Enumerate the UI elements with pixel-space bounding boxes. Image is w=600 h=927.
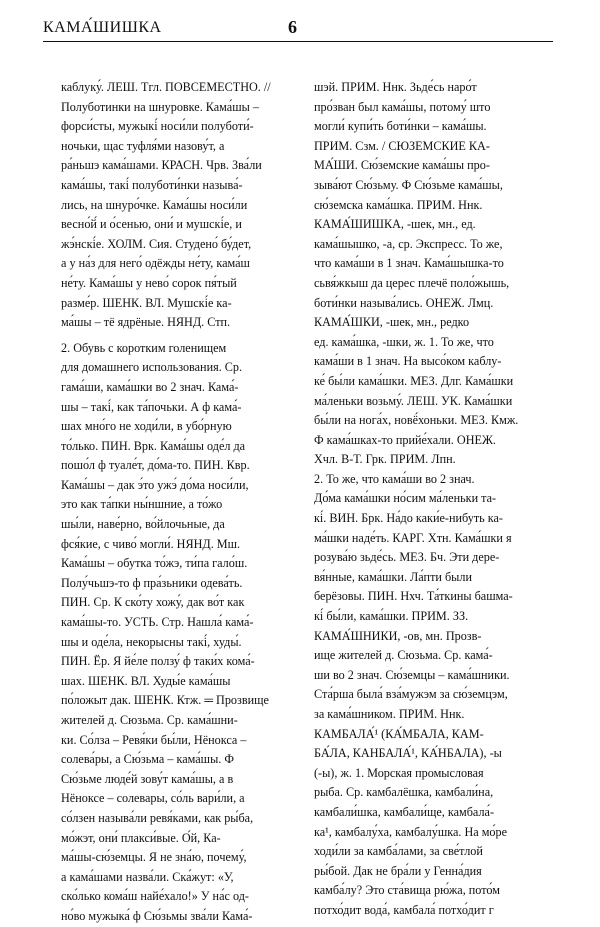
- text-line: Нёноксе – солевары, со́ль вари́ли, а: [61, 791, 245, 806]
- text-line: потхо́дит вода́, камбала́ потхо́дит г: [314, 902, 494, 917]
- text-line: солева́ры, а Сю́зьма – кама́шы. Ф: [61, 752, 234, 767]
- text-line: гама́ши, кама́шки во 2 знач. Кама́-: [61, 379, 239, 394]
- text-line: КАМБАЛА́¹ (КА́МБАЛА, КАМ-: [314, 726, 484, 741]
- text-line: а у на́з для него́ одёжды не́ту, кама́ш: [61, 256, 250, 271]
- text-line: со́лзен называ́ли ревя́ками, как ры́ба,: [61, 810, 254, 825]
- text-line: До́ма кама́шки но́сим ма́леньки та-: [314, 491, 497, 506]
- text-line: сю́земска кама́шка. ПРИМ. Ннк.: [314, 197, 483, 212]
- text-line: кама́шы-то. УСТЬ. Стр. Нашла́ кама́-: [61, 615, 254, 630]
- running-head-word: КАМА́ШИШКА: [43, 19, 162, 36]
- text-line: шы и оде́ла, некорысны такі́, худы́.: [61, 634, 242, 649]
- text-line: ра́ньшэ кама́шами. КРАСН. Чрв. Зва́ли: [61, 158, 262, 173]
- text-line: Ста́рша была́ вза́мужэм за сю́земцэм,: [314, 687, 508, 702]
- text-line: по́ложыт дак. ШЕНК. Ктж. ═ Прозвище: [61, 693, 269, 708]
- text-line: но́во мужыка́ ф Сю́зьмы зва́ли Кама́-: [61, 908, 253, 923]
- text-line: шы́ли, наве́рно, во́йлочьные, да: [61, 517, 225, 532]
- text-line: сьвя́жкыш да церес плечё поло́жышь,: [314, 275, 510, 290]
- text-line: ма́шки наде́ть. КАРГ. Хтн. Кама́шки я: [314, 530, 512, 545]
- text-line: жителей д. Сюзьма. Ср. кама́шни-: [61, 713, 238, 727]
- text-line: про́зван был кама́шы, потому́ што: [314, 99, 491, 114]
- text-line: КАМА́ШНИКИ, -ов, мн. Прозв-: [314, 628, 482, 643]
- text-line: 2. То же, что кама́ши во 2 знач.: [314, 471, 475, 486]
- text-line: (-ы), ж. 1. Морская промысловая: [314, 765, 484, 780]
- text-line: кама́шышко, -а, ср. Экспресс. То же,: [314, 236, 503, 251]
- text-line: ма́шы-сю́земцы. Я не зна́ю, почему́,: [61, 850, 247, 865]
- text-line: разме́р. ШЕНК. ВЛ. Мушскі́е ка-: [61, 295, 232, 310]
- text-line: ма́леньки возьму́. ЛЕШ. УК. Кама́шки: [314, 393, 513, 408]
- text-line: камбали́шка, камбали́ще, камбала́-: [314, 804, 494, 819]
- text-line: это как та́пки ны́ншние, а то́жо: [61, 497, 223, 512]
- text-line: что кама́ши в 1 знач. Кама́шышка-то: [314, 256, 504, 271]
- text-line: ры́бой. Дак не бра́ли у Генна́дия: [314, 863, 482, 878]
- text-line: форси́сты, мужыкі́ носи́ли полуботи́-: [61, 119, 254, 134]
- text-line: Кама́шы – дак э́то ужэ́ до́ма носи́ли,: [61, 477, 249, 492]
- text-line: ско́лько кома́ш найе́хало!» У на́с од-: [61, 889, 249, 904]
- text-line: камба́лу? Это ста́вища рю́жа, пото́м: [314, 883, 500, 898]
- text-line: ПРИМ. Сзм. / СЮЗЕМСКИЕ КА-: [314, 138, 490, 153]
- text-line: Хчл. В-Т. Грк. ПРИМ. Лпн.: [314, 452, 456, 467]
- header-rule: [43, 41, 553, 42]
- text-line: 2. Обувь с коротким голенищем: [61, 340, 227, 355]
- text-line: Кама́шы – обутка то́жэ, ти́па гало́ш.: [61, 556, 248, 571]
- text-line: розува́ю зьде́сь. МЕЗ. Бч. Эти дере-: [314, 550, 500, 565]
- text-line: кі́ бы́ли, кама́шки. ПРИМ. ЗЗ.: [314, 609, 469, 624]
- text-line: ПИН. Ср. К ско́ту хожу́, дак во́т как: [61, 595, 245, 610]
- text-line: ище жителей д. Сюзьма. Ср. кама́-: [314, 648, 493, 663]
- text-line: лись, на шнуро́чке. Кама́шы носи́ли: [61, 197, 248, 212]
- text-line: боти́нки называ́лись. ОНЕЖ. Лмц.: [314, 295, 494, 310]
- text-line: ед. кама́шка, -шки, ж. 1. То же, что: [314, 334, 494, 349]
- text-line: мо́жэт, они́ плакси́вые. О́й, Ка-: [61, 830, 221, 845]
- text-line: КАМА́ШКИ, -шек, мн., редко: [314, 315, 470, 330]
- text-line: каблуку́. ЛЕШ. Тгл. ПОВСЕМЕСТНО. //: [61, 80, 271, 94]
- text-line: зыва́ют Сю́зьму. Ф Сю́зьме кама́шы,: [314, 177, 503, 192]
- page-number: 6: [288, 17, 297, 37]
- text-line: могли́ купи́ть боти́нки – кама́шы.: [314, 119, 487, 134]
- text-line: Полуботинки на шнуровке. Кама́шы –: [61, 99, 259, 114]
- text-line: кі́. ВИН. Брк. На́до каки́е-нибуть ка-: [314, 511, 503, 526]
- text-line: ночьки, щас туфля́ми назову́т, а: [61, 138, 225, 153]
- text-line: ходи́ли за камба́лами, за све́тлой: [314, 844, 483, 859]
- text-line: шах мно́го не ходи́ли, в убо́рную: [61, 419, 232, 434]
- left-column: [61, 78, 297, 927]
- text-line: рыба. Ср. камбалёшка, камбали́на,: [314, 785, 494, 800]
- text-line: ПИН. Ёр. Я йе́ле ползу́ ф таки́х кома́-: [61, 654, 255, 669]
- text-line: кама́шы, такі́ полуботи́нки называ́-: [61, 177, 243, 192]
- text-line: не́ту. Кама́шы у нево́ сорок пя́тый: [61, 275, 237, 290]
- text-line: кама́ши в 1 знач. На высо́ком каблу-: [314, 354, 502, 369]
- text-line: весно́й́ и о́сенью, они́ и мушскі́е, и: [61, 217, 242, 232]
- text-line: Полу́чьшэ-то ф пра́зьники одева́ть.: [61, 575, 243, 590]
- text-line: ши во 2 знач. Сю́земцы – кама́шники.: [314, 667, 510, 682]
- text-line: ма́шы – тё ядрёные. НЯНД. Стп.: [61, 315, 231, 330]
- text-line: МА́ШИ. Сю́земские кама́шы про-: [314, 158, 490, 173]
- text-line: за кама́шником. ПРИМ. Ннк.: [314, 707, 465, 721]
- text-line: бы́ли на нога́х, новё́хоньки. МЕЗ. Кмж.: [314, 413, 519, 428]
- text-line: а кама́шами назва́ли. Ска́жут: «У,: [61, 869, 234, 884]
- text-line: фся́кие, с чиво́ могли́. НЯНД. Мш.: [61, 536, 241, 551]
- text-line: шэй. ПРИМ. Ннк. Зьде́сь наро́т: [314, 80, 477, 94]
- text-line: то́лько. ПИН. Врк. Кама́шы оде́л да: [61, 438, 246, 453]
- running-header: [43, 16, 553, 42]
- right-column: [314, 78, 550, 921]
- text-line: ке́ бы́ли кама́шки. МЕЗ. Длг. Кама́шки: [314, 373, 514, 388]
- text-line: для домашнего использования. Ср.: [61, 360, 243, 375]
- text-line: БА́ЛА, КАНБАЛА́¹, КА́НБАЛА), -ы: [314, 746, 502, 761]
- text-line: шах. ШЕНК. ВЛ. Худы́е кама́шы: [61, 673, 231, 688]
- text-line: пошо́л ф туале́т, до́ма-то. ПИН. Квр.: [61, 458, 250, 473]
- text-line: Сю́зьме люде́й зову́т кама́шы, а в: [61, 771, 234, 786]
- text-line: берёзовы. ПИН. Нхч. Та́ткины башма-: [314, 589, 513, 604]
- text-line: жэ́нскі́е. ХОЛМ. Сия. Студено́ бу́дет,: [61, 236, 252, 251]
- text-line: Ф кама́шках-то прийе́хали. ОНЕЖ.: [314, 432, 496, 447]
- text-line: вя́нные, кама́шки. Ла́пти были: [314, 569, 472, 584]
- text-line: ка¹, камбалу́ха, камбалу́шка. На мо́ре: [314, 824, 508, 839]
- text-line: шы – такі́, как та́почьки. А ф кама́-: [61, 399, 242, 414]
- text-line: ки. Со́лза – Ревя́ки бы́ли, Нёнокса –: [61, 732, 247, 747]
- text-line: КАМА́ШИШКА, -шек, мн., ед.: [314, 217, 476, 232]
